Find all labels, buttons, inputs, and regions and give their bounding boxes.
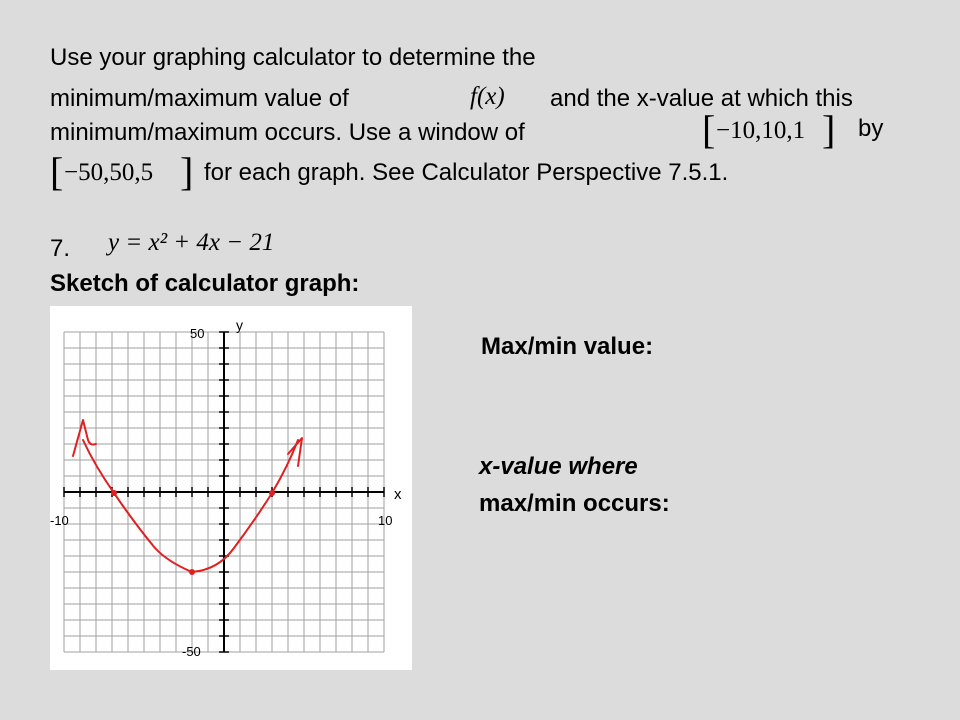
equation-text: y = x² + 4x − 21 (108, 229, 275, 256)
xvalue-label-line1-text: x-value where (479, 453, 638, 480)
instruction-line-2-text: minimum/maximum value of (50, 85, 349, 112)
problem-equation (108, 228, 274, 258)
x-axis-label: x (394, 486, 402, 503)
sketch-label: Sketch of calculator graph: (50, 270, 360, 297)
y-axis-label: y (236, 317, 243, 333)
fx-text: f(x) (470, 83, 505, 110)
instruction-line-2 (50, 84, 349, 114)
right-root-point (269, 490, 275, 496)
instruction-line-1: Use your graphing calculator to determine the (50, 44, 536, 71)
xvalue-label-line2: max/min occurs: (479, 490, 670, 517)
left-root-point (111, 490, 117, 496)
graph-panel (50, 306, 412, 670)
instruction-line-3: minimum/maximum occurs. Use a window of (50, 119, 525, 146)
maxmin-value-label: Max/min value: (481, 333, 654, 360)
instruction-line-2-after: and the x-value at which this (550, 85, 853, 112)
window-y-values: −50,50,5 (64, 159, 154, 186)
window-x-values: −10,10,1 (716, 117, 806, 144)
right-arrowhead (288, 438, 302, 466)
problem-number: 7. (50, 235, 71, 262)
calculator-graph (50, 306, 412, 670)
xvalue-label-line1 (479, 451, 638, 483)
sketched-parabola (73, 420, 302, 572)
y-max-label: 50 (190, 326, 205, 341)
instruction-line-4: for each graph. See Calculator Perspective 7.5.1. (204, 159, 729, 186)
fx-expression (470, 82, 505, 112)
vertex-point (189, 569, 195, 575)
window-y-open-bracket: [ (50, 149, 64, 194)
window-x-close-bracket: ] (822, 107, 836, 152)
window-y-close-bracket: ] (180, 149, 194, 194)
window-x-open-bracket: [ (702, 107, 716, 152)
x-max-label: 10 (378, 513, 393, 528)
x-min-label: -10 (50, 513, 69, 528)
instruction-by: by (858, 115, 884, 142)
y-min-label: -50 (182, 644, 201, 659)
left-arrowhead (73, 420, 96, 456)
